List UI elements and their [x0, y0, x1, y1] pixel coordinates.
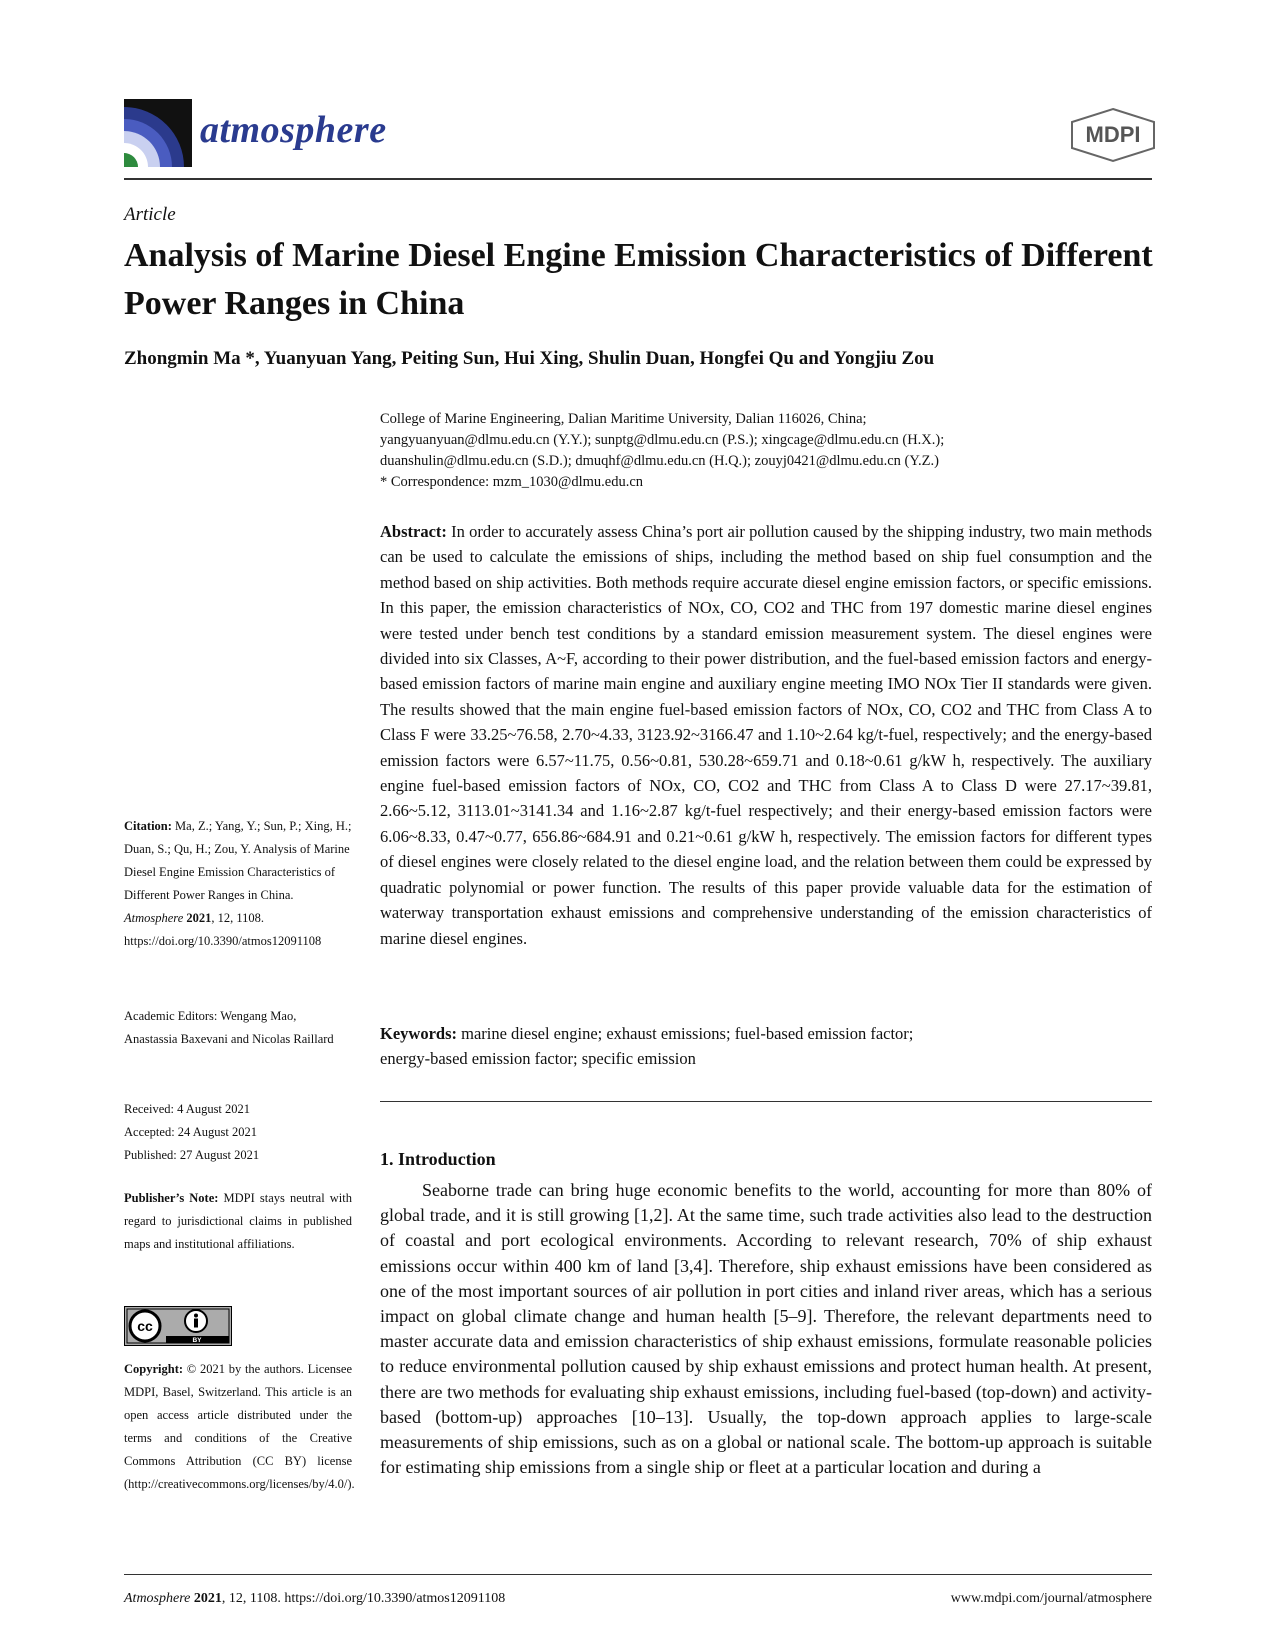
published-date: Published: 27 August 2021 [124, 1148, 260, 1162]
dates-block [124, 1098, 352, 1167]
keywords [380, 1021, 1152, 1072]
accepted-date: Accepted: 24 August 2021 [124, 1125, 257, 1139]
section-heading: 1. Introduction [380, 1149, 496, 1169]
mdpi-logo [1068, 107, 1158, 163]
mdpi-logo-text: MDPI [1085, 122, 1141, 147]
citation-text: Ma, Z.; Yang, Y.; Sun, P.; Xing, H.; Duan, S.; Qu, H.; Zou, Y. Analysis of Marine Diesel Engine Emission Characteristics of Different Power Ranges in China. [124, 819, 352, 902]
footer-year: 2021 [193, 1591, 222, 1606]
article-type: Article [124, 204, 176, 225]
citation-rest[interactable]: , 12, 1108. https://doi.org/10.3390/atmos12091108 [124, 911, 322, 948]
publisher-note-label: Publisher’s Note: [124, 1191, 219, 1205]
footer-citation [124, 1591, 505, 1607]
citation-year: 2021 [186, 911, 212, 925]
article-title: Analysis of Marine Diesel Engine Emission Characteristics of Different Power Ranges in China [124, 237, 1153, 322]
keywords-label: Keywords: [380, 1024, 457, 1043]
academic-editors: Academic Editors: Wengang Mao, Anastassia Baxevani and Nicolas Raillard [124, 1009, 334, 1046]
abstract [380, 519, 1152, 951]
abstract-text: In order to accurately assess China’s port air pollution caused by the shipping industry, two main methods can be used to calculate the emissions of ships, including the method based on ship fuel consumption and the method based on ship activities. Both methods require accurate diesel engine emission factors, or specific emissions. In this paper, the emission characteristics of NOx, CO, CO2 and THC from 197 domestic marine diesel engines were tested under bench test conditions by a standard emission measurement system. The diesel engines were divided into six Classes, A~F, according to their power distribution, and the fuel-based emission factors and energy-based emission factors of marine main engine and auxiliary engine meeting IMO NOx Tier II standards were given. The results showed that the main engine fuel-based emission factors of NOx, CO, CO2 and THC from Class A to Class F were 33.25~76.58, 2.70~4.33, 3123.92~3166.47 and 1.10~2.64 kg/t-fuel, respectively; and the energy-based emission factors were 6.57~11.75, 0.56~0.81, 530.28~659.71 and 0.18~0.61 g/kW h, respectively. The auxiliary engine fuel-based emission factors of NOx, CO, CO2 and THC from Class A to Class D were 27.17~39.81, 2.66~5.12, 3113.01~3141.34 and 1.16~2.87 kg/t-fuel respectively; and their energy-based emission factors were 6.06~8.33, 0.47~0.77, 656.86~684.91 and 0.21~0.61 g/kW h, respectively. The emission factors for different types of diesel engines were closely related to the diesel engine load, and the relation between them could be expressed by quadratic polynomial or power function. The results of this paper provide valuable data for the estimation of waterway transportation exhaust emissions and comprehensive understanding of the emission characteristics of marine diesel engines. [380, 522, 1153, 948]
footer-journal: Atmosphere [124, 1591, 191, 1606]
publisher-note-text: MDPI stays neutral with regard to jurisdictional claims in published maps and institutional affiliations. [124, 1191, 352, 1251]
citation-label: Citation: [124, 819, 172, 833]
copyright-text: © 2021 by the authors. Licensee MDPI, Basel, Switzerland. This article is an open access article distributed under the terms and conditions of the Creative Commons Attribution (CC BY) license (http://creativecommons.org/licenses/by/4.0/). [124, 1362, 355, 1491]
citation-journal: Atmosphere [124, 911, 184, 925]
cc-badge-text: BY [192, 1337, 202, 1344]
journal-logo [124, 99, 192, 167]
abstract-label: Abstract: [380, 522, 447, 541]
copyright-block [124, 1358, 355, 1496]
footer-journal-url[interactable]: www.mdpi.com/journal/atmosphere [950, 1591, 1152, 1606]
publisher-note [124, 1187, 352, 1256]
cc-license-badge[interactable] [124, 1306, 232, 1346]
introduction-paragraph: Seaborne trade can bring huge economic benefits to the world, accounting for more than 80% of global trade, and it is still growing [1,2]. At the same time, such trade activities also lead to the destruction of coastal and port ecological environments. According to relevant research, 70% of ship exhaust emissions occur within 400 km of land [3,4]. Therefore, ship exhaust emissions have been considered as one of the most important sources of air pollution in port cities and inland river areas, which has a serious impact on global climate change and human health [5–9]. Therefore, the relevant departments need to master accurate data and emission characteristics of ship exhaust emissions, formulate reasonable policies to reduce environmental pollution caused by ship exhaust emissions and protect human health. At present, there are two methods for evaluating ship exhaust emissions, including fuel-based (top-down) and activity-based (bottom-up) approaches [10–13]. Usually, the top-down approach applies to large-scale measurements of ship emissions, such as on a global or national scale. The bottom-up approach is suitable for estimating ship emissions from a single ship or fleet at a particular location and during a [380, 1180, 1152, 1478]
author-list: Zhongmin Ma *, Yuanyuan Yang, Peiting Sun, Hui Xing, Shulin Duan, Hongfei Qu and Yongjiu Zou [124, 348, 935, 369]
affiliation-line: duanshulin@dlmu.edu.cn (S.D.); dmuqhf@dlmu.edu.cn (H.Q.); zouyj0421@dlmu.edu.cn (Y.Z.) [380, 453, 939, 469]
svg-text:cc: cc [137, 1318, 153, 1334]
journal-name: atmosphere [200, 109, 387, 151]
citation-block [124, 815, 352, 953]
footer-rule [124, 1574, 1152, 1575]
received-date: Received: 4 August 2021 [124, 1102, 251, 1116]
affiliation-line: College of Marine Engineering, Dalian Maritime University, Dalian 116026, China; [380, 411, 867, 427]
section-divider [380, 1101, 1152, 1102]
header-rule [124, 178, 1152, 180]
footer-doi[interactable]: , 12, 1108. https://doi.org/10.3390/atmos12091108 [221, 1591, 506, 1606]
copyright-label: Copyright: [124, 1362, 184, 1376]
affiliation-block [380, 409, 1160, 493]
affiliation-line: yangyuanyuan@dlmu.edu.cn (Y.Y.); sunptg@dlmu.edu.cn (P.S.); xingcage@dlmu.edu.cn (H.X.); [380, 432, 945, 448]
keywords-line-1: marine diesel engine; exhaust emissions; fuel-based emission factor; [461, 1024, 914, 1043]
keywords-line-2: energy-based emission factor; specific emission [380, 1049, 696, 1069]
correspondence-line: * Correspondence: mzm_1030@dlmu.edu.cn [380, 474, 644, 490]
